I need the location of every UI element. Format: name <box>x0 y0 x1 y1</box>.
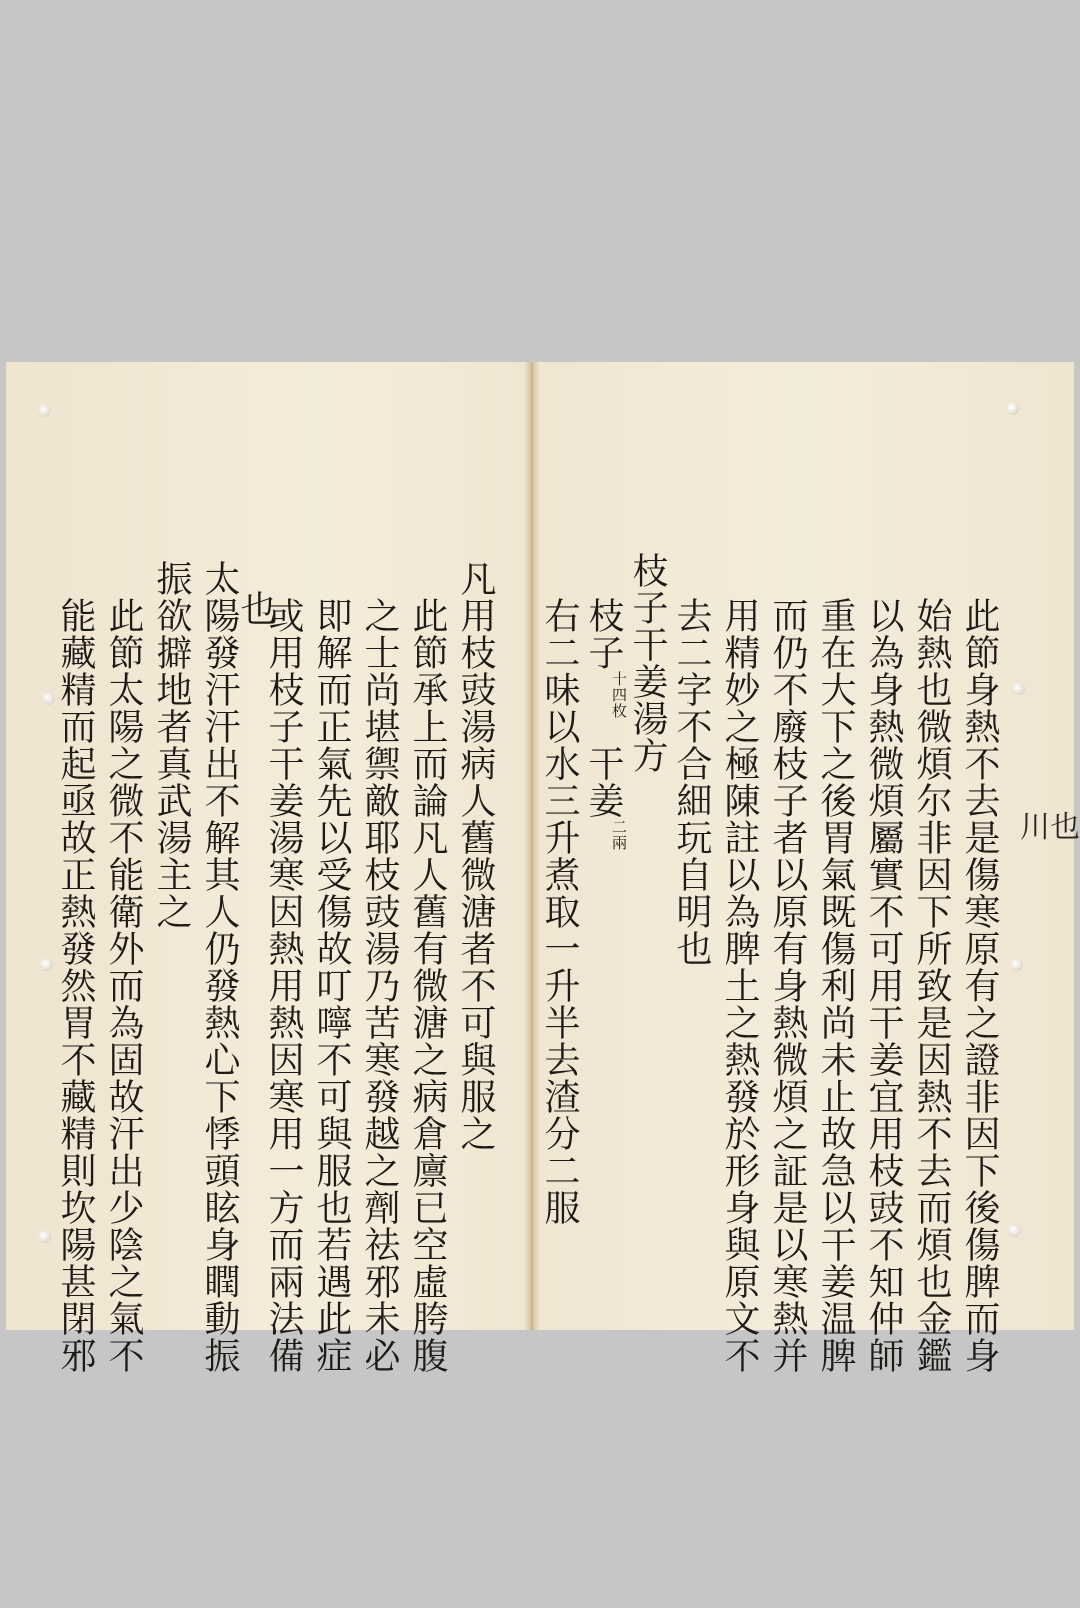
text-column: 而仍不廢枝子者以原有身熱微煩之証是以寒熱并 <box>767 597 808 1374</box>
binding-hole-icon <box>1006 402 1019 415</box>
ingredient-name: 枝子 <box>583 597 624 671</box>
text-column: 或用枝子干姜湯寒因熱用熱因寒用一方而兩法備 <box>263 597 304 1374</box>
text-column: 此節太陽之微不能衛外而為固故汗出少陰之氣不 <box>103 597 144 1374</box>
text-column: 能藏精而起亟故正熱發然胃不藏精則坎陽甚閉邪 <box>55 597 96 1374</box>
text-column: 以為身熱微煩屬實不可用干姜宜用枝豉不知仲師 <box>863 597 904 1374</box>
text-column: 振欲擗地者真武湯主之 <box>151 560 192 930</box>
text-column: 去二字不合細玩自明也 <box>671 597 712 967</box>
text-column: 也 <box>235 590 276 627</box>
text-column: 即解而正氣先以受傷故叮嚀不可與服也若遇此症 <box>311 597 352 1374</box>
text-column: 太陽發汗汗出不解其人仍發熱心下悸頭眩身瞤動振 <box>199 560 240 1374</box>
binding-hole-icon <box>38 404 51 417</box>
margin-note: 川也 <box>1020 810 1080 845</box>
binding-hole-icon <box>38 1230 51 1243</box>
text-column: 用精妙之極陳註以為脾土之熱發於形身與原文不 <box>719 597 760 1374</box>
ingredient-amount: 十四枚 <box>610 671 628 719</box>
preparation-text: 右二味以水三升煮取一升半去渣分二服 <box>539 597 580 1226</box>
binding-hole-icon <box>1008 1224 1021 1237</box>
formula-title: 枝子干姜湯方 <box>627 552 668 774</box>
text-column: 始熱也微煩尔非因下所致是因熱不去而煩也金鑑 <box>911 597 952 1374</box>
binding-hole-icon <box>1012 682 1025 695</box>
text-column: 重在大下之後胃氣既傷利尚未止故急以干姜温脾 <box>815 597 856 1374</box>
ingredient-list <box>580 597 626 851</box>
ingredient-name: 干姜 <box>583 745 624 819</box>
text-column: 此節承上而論凡人舊有微溏之病倉廪已空虛胯腹 <box>407 597 448 1374</box>
open-book <box>6 362 1074 1374</box>
text-column: 之士尚堪禦敵耶枝豉湯乃苦寒發越之劑祛邪未必 <box>359 597 400 1374</box>
text-column: 此節身熱不去是傷寒原有之證非因下後傷脾而身 <box>959 597 1000 1374</box>
text-column: 凡用枝豉湯病人舊微溏者不可與服之 <box>455 560 496 1152</box>
ingredient-amount: 二兩 <box>610 819 628 851</box>
binding-hole-icon <box>1010 958 1023 971</box>
